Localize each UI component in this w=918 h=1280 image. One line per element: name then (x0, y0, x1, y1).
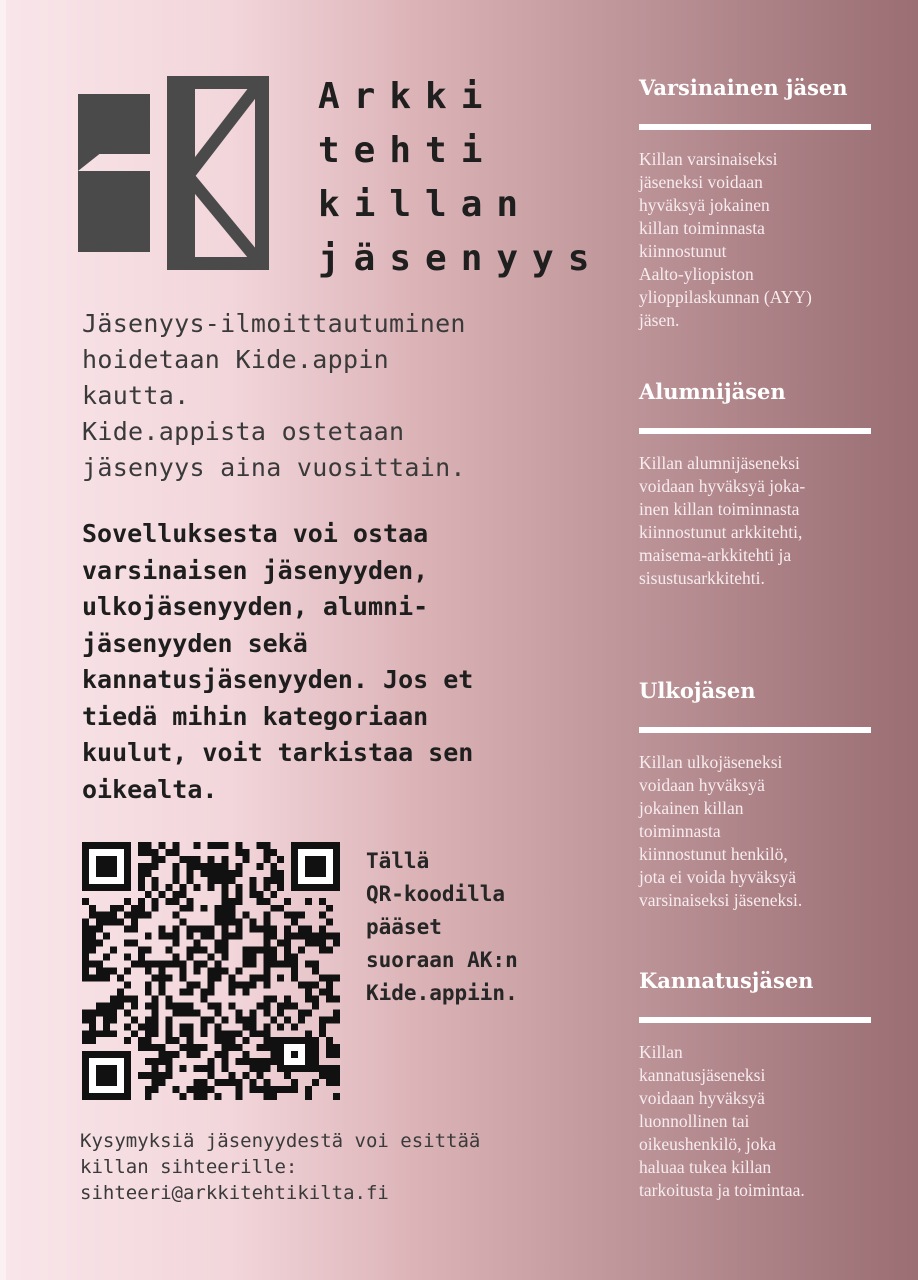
title-line: killan (318, 184, 533, 225)
section-line: inen killan toiminnasta (639, 499, 800, 519)
section-divider (639, 428, 871, 434)
section-body (639, 751, 874, 912)
qr-caption-line: suoraan AK:n (366, 948, 518, 972)
intro-line: hoidetaan Kide.appin (82, 345, 390, 374)
section-line: jäsen. (639, 310, 680, 330)
section-alumnijasen (639, 378, 874, 590)
section-line: haluaa tukea killan (639, 1157, 772, 1177)
section-line: kiinnostunut arkkitehti, (639, 522, 803, 542)
membership-types-text (82, 516, 582, 808)
bold-line: oikealta. (82, 774, 218, 804)
section-heading: Alumnijäsen (639, 379, 786, 404)
intro-text (82, 306, 582, 486)
section-line: oikeushenkilö, joka (639, 1134, 777, 1154)
section-line: Killan ulkojäseneksi (639, 752, 783, 772)
section-line: tarkoitusta ja toimintaa. (639, 1180, 805, 1200)
section-body (639, 1041, 874, 1202)
title-line: Arkki (318, 76, 497, 117)
section-line: Killan alumnijäseneksi (639, 453, 800, 473)
section-line: voidaan hyväksyä (639, 1088, 765, 1108)
section-line: jota ei voida hyväksyä (639, 867, 796, 887)
section-divider (639, 727, 871, 733)
intro-line: Kide.appista ostetaan (82, 417, 405, 446)
section-line: Killan (639, 1042, 683, 1062)
page-edge (0, 0, 6, 1280)
kk-logo-icon (78, 76, 272, 270)
contact-line: killan sihteerille: (80, 1156, 298, 1178)
section-line: jäseneksi voidaan (639, 172, 763, 192)
section-line: Aalto-yliopiston (639, 264, 754, 284)
qr-caption-line: Kide.appiin. (366, 981, 518, 1005)
section-line: varsinaiseksi jäseneksi. (639, 890, 803, 910)
section-line: kiinnostunut (639, 241, 727, 261)
section-line: hyväksyä jokainen (639, 195, 770, 215)
section-body (639, 148, 874, 332)
section-line: luonnollinen tai (639, 1111, 750, 1131)
qr-caption-line: Tällä (366, 849, 430, 873)
qr-caption-line: QR-koodilla (366, 882, 506, 906)
section-ulkojasen (639, 677, 874, 912)
section-varsinainen-jasen (639, 74, 874, 332)
bold-line: Sovelluksesta voi ostaa (82, 519, 429, 548)
qr-code-icon[interactable] (82, 842, 340, 1100)
section-line: toiminnasta (639, 821, 721, 841)
bold-line: ulkojäsenyyden, alumni- (82, 592, 429, 621)
page-title (318, 70, 603, 286)
contact-line: Kysymyksiä jäsenyydestä voi esittää (80, 1130, 481, 1152)
section-line: voidaan hyväksyä (639, 775, 765, 795)
title-line: tehti (318, 130, 497, 171)
section-divider (639, 124, 871, 130)
section-line: maisema-arkkitehti ja (639, 545, 792, 565)
bold-line: varsinaisen jäsenyyden, (82, 555, 429, 585)
section-line: killan toiminnasta (639, 218, 765, 238)
qr-caption-line: pääset (366, 915, 442, 939)
intro-line: Jäsenyys-ilmoittautuminen (82, 309, 466, 338)
bold-line: kannatusjäsenyyden. Jos et (82, 665, 474, 694)
section-line: Killan varsinaiseksi (639, 149, 778, 169)
section-heading: Ulkojäsen (639, 678, 756, 703)
section-heading: Varsinainen jäsen (639, 75, 848, 100)
section-line: ylioppilaskunnan (AYY) (639, 287, 812, 307)
section-body (639, 452, 874, 590)
section-line: kannatusjäseneksi (639, 1065, 766, 1085)
contact-email[interactable]: sihteeri@arkkitehtikilta.fi (80, 1182, 389, 1204)
section-line: sisustusarkkitehti. (639, 568, 765, 588)
section-divider (639, 1017, 871, 1023)
section-line: voidaan hyväksyä joka- (639, 476, 806, 496)
bold-line: jäsenyyden sekä (82, 628, 308, 658)
title-line: jäsenyys (318, 238, 604, 279)
qr-caption (366, 845, 518, 1010)
intro-line: jäsenyys aina vuosittain. (82, 453, 466, 482)
section-heading: Kannatusjäsen (639, 968, 814, 993)
contact-info (80, 1128, 480, 1206)
intro-line: kautta. (82, 381, 190, 410)
bold-line: tiedä mihin kategoriaan (82, 701, 429, 731)
section-line: jokainen killan (639, 798, 744, 818)
bold-line: kuulut, voit tarkistaa sen (82, 738, 474, 767)
section-line: kiinnostunut henkilö, (639, 844, 788, 864)
section-kannatusjasen (639, 967, 874, 1202)
